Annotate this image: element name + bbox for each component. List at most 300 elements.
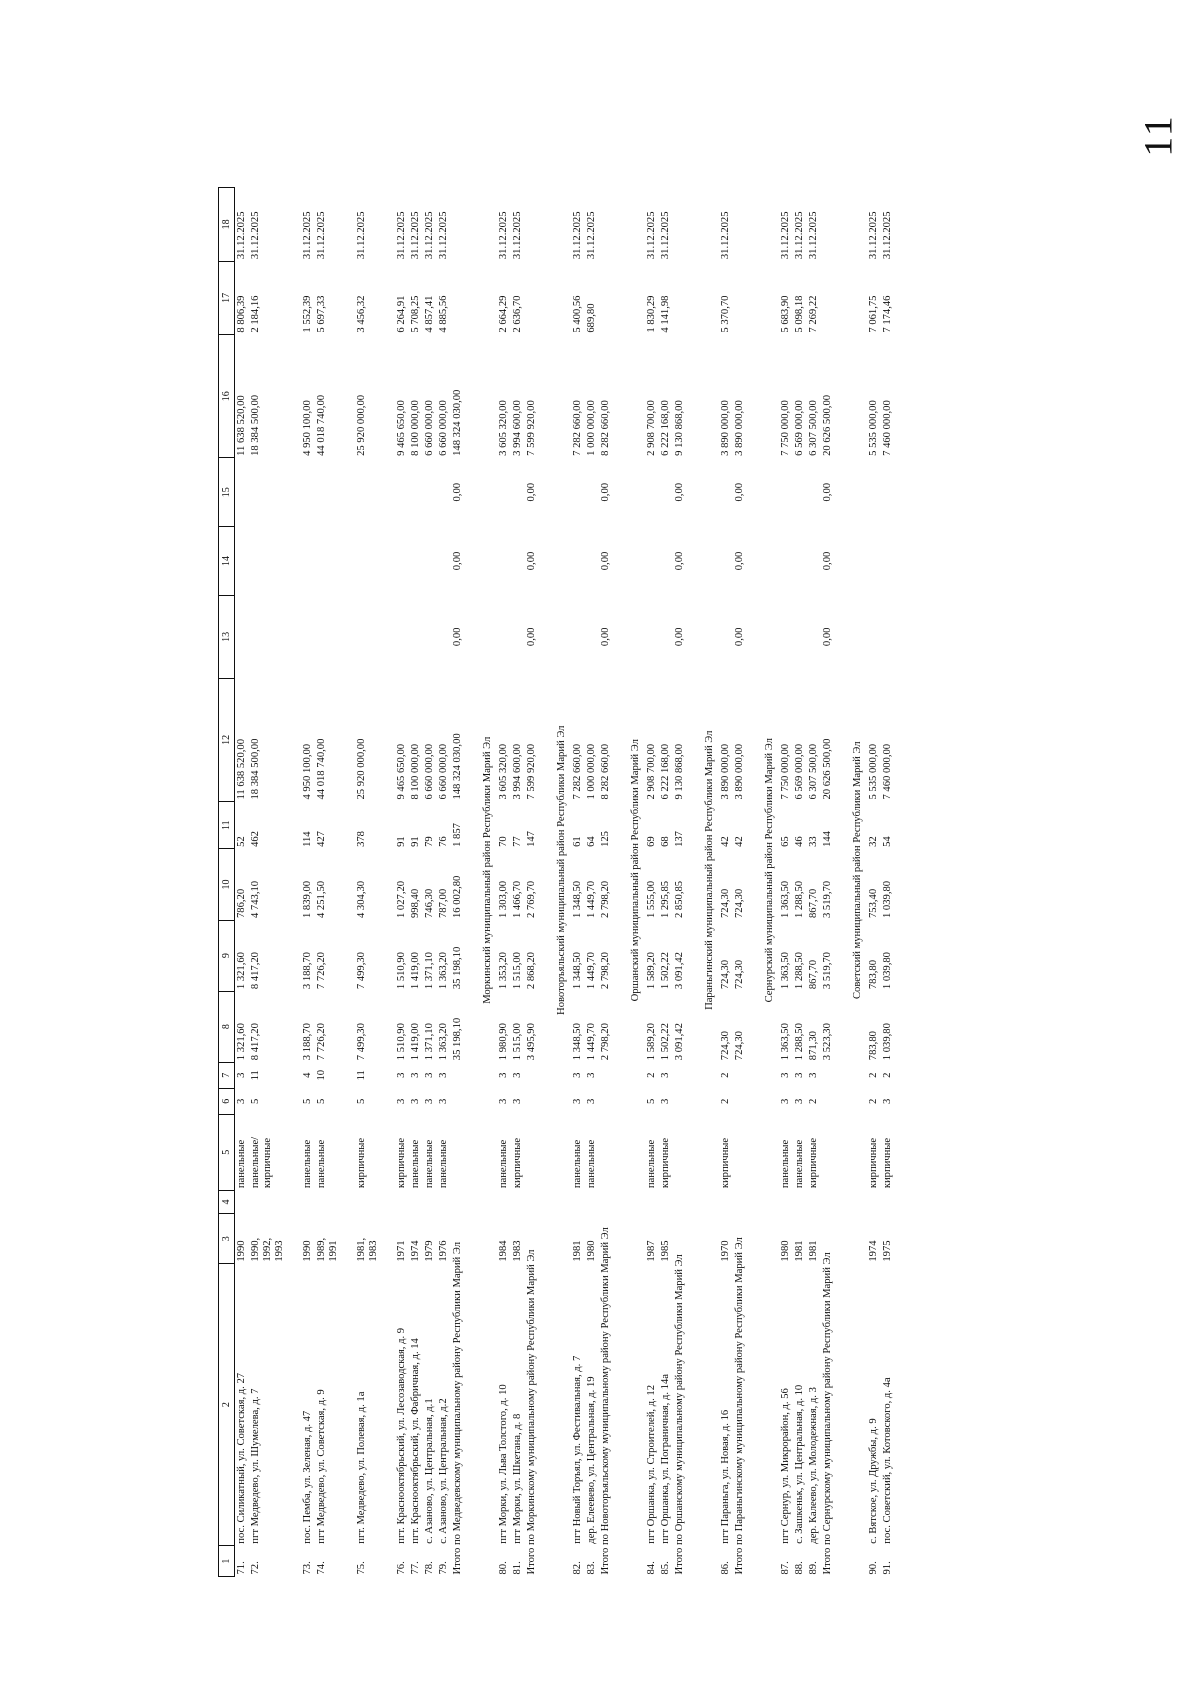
- total-label: Итого по Параньгинскому муниципальному району Республики Марий Эл: [734, 1237, 745, 1575]
- total-col18: [599, 188, 616, 262]
- address-cell: с. Зашкеньк, ул. Центральная, д. 10: [794, 1384, 805, 1544]
- cost-total-cell: 6 660 000,00: [424, 743, 435, 800]
- floors-cell: 5: [356, 1098, 367, 1104]
- address-cell: пгт. Краснооктябрьский, ул. Фабричная, д. 14: [410, 1338, 421, 1544]
- total-label: Итого по Сернурскому муниципальному району Республики Марий Эл: [822, 1252, 833, 1575]
- total-col13: 0,00: [822, 627, 833, 647]
- entrances-cell: 3: [780, 1072, 791, 1078]
- area-cell: 1 510,90: [396, 952, 407, 990]
- year-cell: 1983: [512, 1240, 523, 1262]
- residents-cell: 79: [424, 836, 435, 847]
- area-cell: 1 371,10: [424, 952, 435, 990]
- year-cell: 1981: [572, 1240, 583, 1262]
- area-living-cell: 4 304,30: [356, 880, 367, 919]
- row-number: 87.: [780, 1561, 791, 1575]
- residents-cell: 91: [410, 836, 421, 847]
- col14-cell: [867, 527, 881, 596]
- unit-cost-cell: 4 885,56: [438, 295, 449, 333]
- material-cell: панельные: [302, 1139, 313, 1189]
- row-number: 74.: [316, 1561, 327, 1575]
- cost-total-cell: 7 750 000,00: [780, 743, 791, 800]
- residents-cell: 77: [512, 836, 523, 847]
- deadline-cell: 31.12.2025: [498, 211, 509, 260]
- total-col14: 0,00: [600, 551, 611, 571]
- page-number: 11: [1135, 114, 1181, 157]
- row-number: 84.: [646, 1561, 657, 1575]
- col15-cell: [235, 458, 250, 527]
- col15-cell: [807, 458, 821, 527]
- table-row: [423, 188, 437, 1577]
- area-living-cell: 724,30: [720, 888, 731, 919]
- area-total-cell: 1 348,50: [572, 1023, 583, 1061]
- area-total-cell: 1 449,70: [586, 1023, 597, 1061]
- floors-cell: 3: [498, 1098, 509, 1104]
- spacer: [838, 188, 867, 679]
- deadline-cell: 31.12.2025: [572, 211, 583, 260]
- year-cell: 1990: [236, 1240, 247, 1262]
- area-total-cell: 1 515,00: [512, 1023, 523, 1061]
- area-living-cell: 1 288,50: [794, 880, 805, 919]
- deadline-cell: 31.12.2025: [646, 211, 657, 260]
- row-number: 77.: [410, 1561, 421, 1575]
- material-cell: кирпичные: [396, 1137, 407, 1189]
- row-number: 78.: [424, 1561, 435, 1575]
- cost-total-cell: 25 920 000,00: [356, 738, 367, 800]
- col4-cell: [659, 1190, 673, 1214]
- total-col17: [599, 261, 616, 334]
- area-cell: 783,80: [868, 959, 879, 990]
- entrances-cell: 2: [646, 1072, 657, 1078]
- total-row: [821, 188, 838, 1577]
- total-col15: 0,00: [822, 482, 833, 502]
- region-title: Сернурский муниципальный район Республики Марий Эл: [764, 738, 775, 1003]
- col13-cell: [645, 595, 659, 678]
- row-number: 73.: [302, 1561, 313, 1575]
- total-col14: 0,00: [822, 551, 833, 571]
- cost-16-cell: 6 660 000,00: [424, 400, 435, 456]
- area-cell: 1 515,00: [512, 952, 523, 990]
- deadline-cell: 31.12.2025: [316, 211, 327, 260]
- residents-cell: 69: [646, 836, 657, 847]
- entrances-cell: 11: [250, 1070, 261, 1081]
- address-cell: пгт. Медведево, ул. Полевая, д. 1а: [356, 1391, 367, 1544]
- unit-cost-cell: 8 806,39: [236, 295, 247, 333]
- col15-cell: [571, 458, 585, 527]
- floors-cell: 5: [316, 1098, 327, 1104]
- total-row: [733, 188, 750, 1577]
- area-cell: 3 188,70: [302, 952, 313, 990]
- area-living-cell: 787,00: [438, 888, 449, 919]
- col13-cell: [571, 595, 585, 678]
- total-residents: 144: [822, 831, 833, 847]
- col15-cell: [315, 458, 341, 527]
- floors-cell: 3: [572, 1098, 583, 1104]
- cost-16-cell: 4 950 100,00: [302, 400, 313, 456]
- col4-cell: [719, 1190, 733, 1214]
- area-cell: 1 288,50: [794, 952, 805, 990]
- cost-16-cell: 1 000 000,00: [586, 400, 597, 456]
- col14-cell: [437, 527, 451, 596]
- col13-cell: [395, 595, 409, 678]
- col4-cell: [249, 1190, 287, 1214]
- total-area-total: 724,30: [734, 1031, 745, 1061]
- col15-cell: [867, 458, 881, 527]
- entrances-cell: 3: [512, 1072, 523, 1078]
- row-number: 89.: [808, 1561, 819, 1575]
- row-number: 76.: [396, 1561, 407, 1575]
- col4-cell: [571, 1190, 585, 1214]
- cost-16-cell: 2 908 700,00: [646, 400, 657, 456]
- col4-cell: [779, 1190, 793, 1214]
- table-row: [807, 188, 821, 1577]
- address-cell: пгт Оршанка, ул. Пограничная, д. 14а: [660, 1374, 671, 1544]
- col15-cell: [409, 458, 423, 527]
- year-cell: 1981: [808, 1240, 819, 1262]
- floors-cell: 2: [720, 1098, 731, 1104]
- total-label: Итого по Моркинскому муниципальному району Республики Марий Эл: [526, 1249, 537, 1575]
- year-cell: 1976: [438, 1240, 449, 1262]
- address-cell: пгт Сернур, ул. Микрорайон, д. 56: [780, 1388, 791, 1544]
- deadline-cell: 31.12.2025: [586, 211, 597, 260]
- entrances-cell: 2: [882, 1072, 893, 1078]
- col14-cell: [793, 527, 807, 596]
- col13-cell: [497, 595, 511, 678]
- total-label: Итого по Новоторъяльскому муниципальному району Республики Марий Эл: [600, 1227, 611, 1575]
- total-label: Итого по Медведевскому муниципальному району Республики Марий Эл: [452, 1242, 463, 1575]
- area-living-cell: 4 743,10: [250, 880, 261, 919]
- cost-16-cell: 7 460 000,00: [882, 400, 893, 456]
- col4-cell: [807, 1190, 821, 1214]
- unit-cost-cell: 1 552,39: [302, 295, 313, 333]
- material-cell: кирпичные: [882, 1137, 893, 1189]
- row-number: 90.: [868, 1561, 879, 1575]
- residents-cell: 42: [720, 836, 731, 847]
- table-row: [867, 188, 881, 1577]
- cost-total-cell: 8 100 000,00: [410, 743, 421, 800]
- unit-cost-cell: 5 098,18: [794, 295, 805, 333]
- address-cell: пос. Силикатный, ул. Советская, д. 27: [236, 1372, 247, 1544]
- cost-16-cell: 6 222 168,00: [660, 400, 671, 456]
- cost-total-cell: 1 000 000,00: [586, 743, 597, 800]
- total-residents: 147: [526, 831, 537, 847]
- total-area: 2 868,20: [526, 952, 537, 990]
- unit-cost-cell: 5 370,70: [720, 295, 731, 333]
- column-header-row: [219, 188, 235, 1577]
- table-row: [779, 188, 793, 1577]
- material-cell: панельные: [438, 1139, 449, 1189]
- col13-cell: [807, 595, 821, 678]
- total-col14: 0,00: [526, 551, 537, 571]
- total-area: 3 091,42: [674, 952, 685, 990]
- area-living-cell: 867,70: [808, 888, 819, 919]
- region-title: Моркинский муниципальный район Республики Марий Эл: [482, 736, 493, 1004]
- address-cell: пгт. Краснооктябрьский, ул. Лесозаводская, д. 9: [396, 1327, 407, 1544]
- region-title: Новоторъяльский муниципальный район Республики Марий Эл: [556, 725, 567, 1015]
- col4-cell: [645, 1190, 659, 1214]
- year-cell: 1971: [396, 1240, 407, 1262]
- row-number: 75.: [356, 1561, 367, 1575]
- entrances-cell: 3: [572, 1072, 583, 1078]
- total-area-total: 2 798,20: [600, 1023, 611, 1061]
- year-cell: 1974: [868, 1240, 879, 1262]
- area-living-cell: 1 027,20: [396, 880, 407, 919]
- col13-cell: [355, 595, 381, 678]
- address-cell: с. Азаново, ул. Центральная, д.2: [438, 1398, 449, 1544]
- address-cell: пос. Пемба, ул. Зеленая, д. 47: [302, 1410, 313, 1544]
- entrances-cell: 3: [438, 1072, 449, 1078]
- total-col18: [451, 188, 468, 262]
- column-header-13: 13: [219, 595, 235, 678]
- unit-cost-cell: 1 830,29: [646, 295, 657, 333]
- col15-cell: [511, 458, 525, 527]
- total-col13: 0,00: [734, 627, 745, 647]
- area-cell: 8 417,20: [250, 952, 261, 990]
- column-header-3: 3: [219, 1214, 235, 1264]
- floors-cell: 3: [438, 1098, 449, 1104]
- col4-cell: [867, 1190, 881, 1214]
- cost-16-cell: 44 018 740,00: [316, 394, 327, 456]
- area-living-cell: 1 348,50: [572, 880, 583, 919]
- row-number: 88.: [794, 1561, 805, 1575]
- address-cell: пгт Морки, ул. Шкетана, д. 8: [512, 1413, 523, 1544]
- entrances-cell: 3: [424, 1072, 435, 1078]
- spacer: [690, 1062, 719, 1576]
- address-cell: дер. Елеевево, ул. Центральная, д. 19: [586, 1376, 597, 1544]
- residents-cell: 46: [794, 836, 805, 847]
- col4-cell: [585, 1190, 599, 1214]
- total-col15: 0,00: [600, 482, 611, 502]
- area-cell: 1 502,22: [660, 952, 671, 990]
- col14-cell: [719, 527, 733, 596]
- column-header-5: 5: [219, 1114, 235, 1190]
- column-header-15: 15: [219, 458, 235, 527]
- floors-cell: 3: [512, 1098, 523, 1104]
- total-col13: 0,00: [452, 627, 463, 647]
- material-cell: панельные: [646, 1139, 657, 1189]
- year-cell: 1984: [498, 1240, 509, 1262]
- column-header-18: 18: [219, 188, 235, 262]
- material-cell: кирпичные: [868, 1137, 879, 1189]
- cost-total-cell: 5 535 000,00: [868, 743, 879, 800]
- col15-cell: [301, 458, 315, 527]
- deadline-cell: 31.12.2025: [794, 211, 805, 260]
- material-cell: панельные: [586, 1139, 597, 1189]
- cost-16-cell: 9 465 650,00: [396, 400, 407, 456]
- entrances-cell: 2: [868, 1072, 879, 1078]
- area-cell: 7 499,30: [356, 952, 367, 990]
- address-cell: пгт Медведево, ул. Шумелева, д. 7: [250, 1388, 261, 1544]
- floors-cell: 3: [236, 1098, 247, 1104]
- unit-cost-cell: 7 269,22: [808, 295, 819, 333]
- area-total-cell: 1 502,22: [660, 1023, 671, 1061]
- spacer: [468, 188, 497, 679]
- col4-cell: [423, 1190, 437, 1214]
- total-area-living: 3 519,70: [822, 880, 833, 919]
- col13-cell: [315, 595, 341, 678]
- floors-cell: 5: [302, 1098, 313, 1104]
- residents-cell: 64: [586, 836, 597, 847]
- col13-cell: [409, 595, 423, 678]
- area-living-cell: 746,30: [424, 888, 435, 919]
- deadline-cell: 31.12.2025: [512, 211, 523, 260]
- entrances-cell: 11: [356, 1070, 367, 1081]
- row-number: 85.: [660, 1561, 671, 1575]
- entrances-cell: 3: [794, 1072, 805, 1078]
- cost-total-cell: 6 569 000,00: [794, 743, 805, 800]
- cost-16-cell: 6 660 000,00: [438, 400, 449, 456]
- col13-cell: [423, 595, 437, 678]
- total-col14: 0,00: [734, 551, 745, 571]
- col13-cell: [235, 595, 250, 678]
- column-header-16: 16: [219, 335, 235, 458]
- col15-cell: [793, 458, 807, 527]
- deadline-cell: 31.12.2025: [236, 211, 247, 260]
- year-cell: 1980: [586, 1240, 597, 1262]
- col14-cell: [235, 527, 250, 596]
- total-col17: [673, 261, 690, 334]
- cost-16-cell: 3 605 320,00: [498, 400, 509, 456]
- area-total-cell: 1 039,80: [882, 1023, 893, 1061]
- spacer: [616, 1062, 645, 1576]
- residents-cell: 76: [438, 836, 449, 847]
- material-cell: кирпичные: [356, 1137, 367, 1189]
- column-header-12: 12: [219, 678, 235, 801]
- col14-cell: [511, 527, 525, 596]
- deadline-cell: 31.12.2025: [410, 211, 421, 260]
- table-row: [585, 188, 599, 1577]
- col15-cell: [645, 458, 659, 527]
- spacer: [690, 188, 719, 679]
- year-cell: 1990: [302, 1240, 313, 1262]
- residents-cell: 91: [396, 836, 407, 847]
- total-col18: [821, 188, 838, 262]
- col4-cell: [497, 1190, 511, 1214]
- column-header-6: 6: [219, 1088, 235, 1114]
- total-col17: [525, 261, 542, 334]
- col14-cell: [807, 527, 821, 596]
- year-cell: 1990, 1992, 1993: [250, 1237, 285, 1262]
- unit-cost-cell: 689,80: [586, 303, 597, 333]
- cost-total-cell: 9 465 650,00: [396, 743, 407, 800]
- deadline-cell: 31.12.2025: [438, 211, 449, 260]
- col13-cell: [249, 595, 287, 678]
- residents-cell: 462: [250, 831, 261, 847]
- area-total-cell: 1 510,90: [396, 1023, 407, 1061]
- total-area-total: 3 091,42: [674, 1023, 685, 1061]
- residents-cell: 68: [660, 836, 671, 847]
- address-cell: пгт Параньга, ул. Новая, д. 16: [720, 1409, 731, 1544]
- row-gap: [381, 188, 395, 1577]
- year-cell: 1989, 1991: [316, 1237, 339, 1262]
- cost-total-cell: 2 908 700,00: [646, 743, 657, 800]
- residents-cell: 114: [302, 831, 313, 847]
- area-total-cell: 1 371,10: [424, 1023, 435, 1061]
- year-cell: 1981, 1983: [356, 1237, 379, 1262]
- cost-total-cell: 3 605 320,00: [498, 743, 509, 800]
- region-title: Параньгинский муниципальный район Республики Марий Эл: [704, 730, 715, 1010]
- area-cell: 1 321,60: [236, 952, 247, 990]
- column-header-14: 14: [219, 527, 235, 596]
- area-total-cell: 7 499,30: [356, 1023, 367, 1061]
- column-header-1: 1: [219, 1546, 235, 1577]
- total-cost: 9 130 868,00: [674, 743, 685, 800]
- total-col18: [525, 188, 542, 262]
- col4-cell: [301, 1190, 315, 1214]
- area-cell: 1 449,70: [586, 952, 597, 990]
- cost-total-cell: 4 950 100,00: [302, 743, 313, 800]
- total-col15: 0,00: [452, 482, 463, 502]
- cost-total-cell: 6 307 500,00: [808, 743, 819, 800]
- col14-cell: [881, 527, 895, 596]
- col15-cell: [355, 458, 381, 527]
- row-number: 83.: [586, 1561, 597, 1575]
- col4-cell: [395, 1190, 409, 1214]
- region-title: Советский муниципальный район Республики Марий Эл: [852, 741, 863, 1000]
- material-cell: панельные: [236, 1139, 247, 1189]
- total-area-living: 724,30: [734, 888, 745, 919]
- spacer: [838, 1062, 867, 1576]
- spacer: [616, 188, 645, 679]
- area-living-cell: 1 466,70: [512, 880, 523, 919]
- area-living-cell: 998,40: [410, 888, 421, 919]
- year-cell: 1985: [660, 1240, 671, 1262]
- col14-cell: [395, 527, 409, 596]
- cost-total-cell: 18 384 500,00: [250, 738, 261, 800]
- unit-cost-cell: 3 456,32: [356, 295, 367, 333]
- unit-cost-cell: 4 857,41: [424, 295, 435, 333]
- col13-cell: [659, 595, 673, 678]
- total-col17: [821, 261, 838, 334]
- residents-cell: 52: [236, 836, 247, 847]
- total-area-living: 2 769,70: [526, 880, 537, 919]
- area-living-cell: 1 839,00: [302, 880, 313, 919]
- area-cell: 1 348,50: [572, 952, 583, 990]
- column-header-2: 2: [219, 1264, 235, 1546]
- table-row: [437, 188, 451, 1577]
- material-cell: панельные: [794, 1139, 805, 1189]
- col15-cell: [585, 458, 599, 527]
- total-row: [673, 188, 690, 1577]
- floors-cell: 3: [794, 1098, 805, 1104]
- spacer: [542, 188, 571, 679]
- cost-16-cell: 6 307 500,00: [808, 400, 819, 456]
- area-total-cell: 1 589,20: [646, 1023, 657, 1061]
- total-row: [599, 188, 616, 1577]
- column-header-8: 8: [219, 991, 235, 1062]
- material-cell: панельные: [498, 1139, 509, 1189]
- col4-cell: [355, 1190, 381, 1214]
- material-cell: кирпичные: [512, 1137, 523, 1189]
- material-cell: панельные: [316, 1139, 327, 1189]
- col13-cell: [779, 595, 793, 678]
- table-row: [793, 188, 807, 1577]
- cost-total-cell: 3 994 600,00: [512, 743, 523, 800]
- column-header-17: 17: [219, 261, 235, 334]
- total-cost: 3 890 000,00: [734, 743, 745, 800]
- deadline-cell: 31.12.2025: [780, 211, 791, 260]
- area-total-cell: 871,30: [808, 1031, 819, 1061]
- residents-cell: 427: [316, 831, 327, 847]
- floors-cell: 5: [646, 1098, 657, 1104]
- deadline-cell: 31.12.2025: [396, 211, 407, 260]
- material-cell: кирпичные: [808, 1137, 819, 1189]
- col13-cell: [585, 595, 599, 678]
- table-row: [355, 188, 381, 1577]
- total-col18: [673, 188, 690, 262]
- address-cell: с. Азаново, ул. Центральная, д.1: [424, 1398, 435, 1544]
- total-row: [451, 188, 468, 1577]
- total-col14: 0,00: [452, 551, 463, 571]
